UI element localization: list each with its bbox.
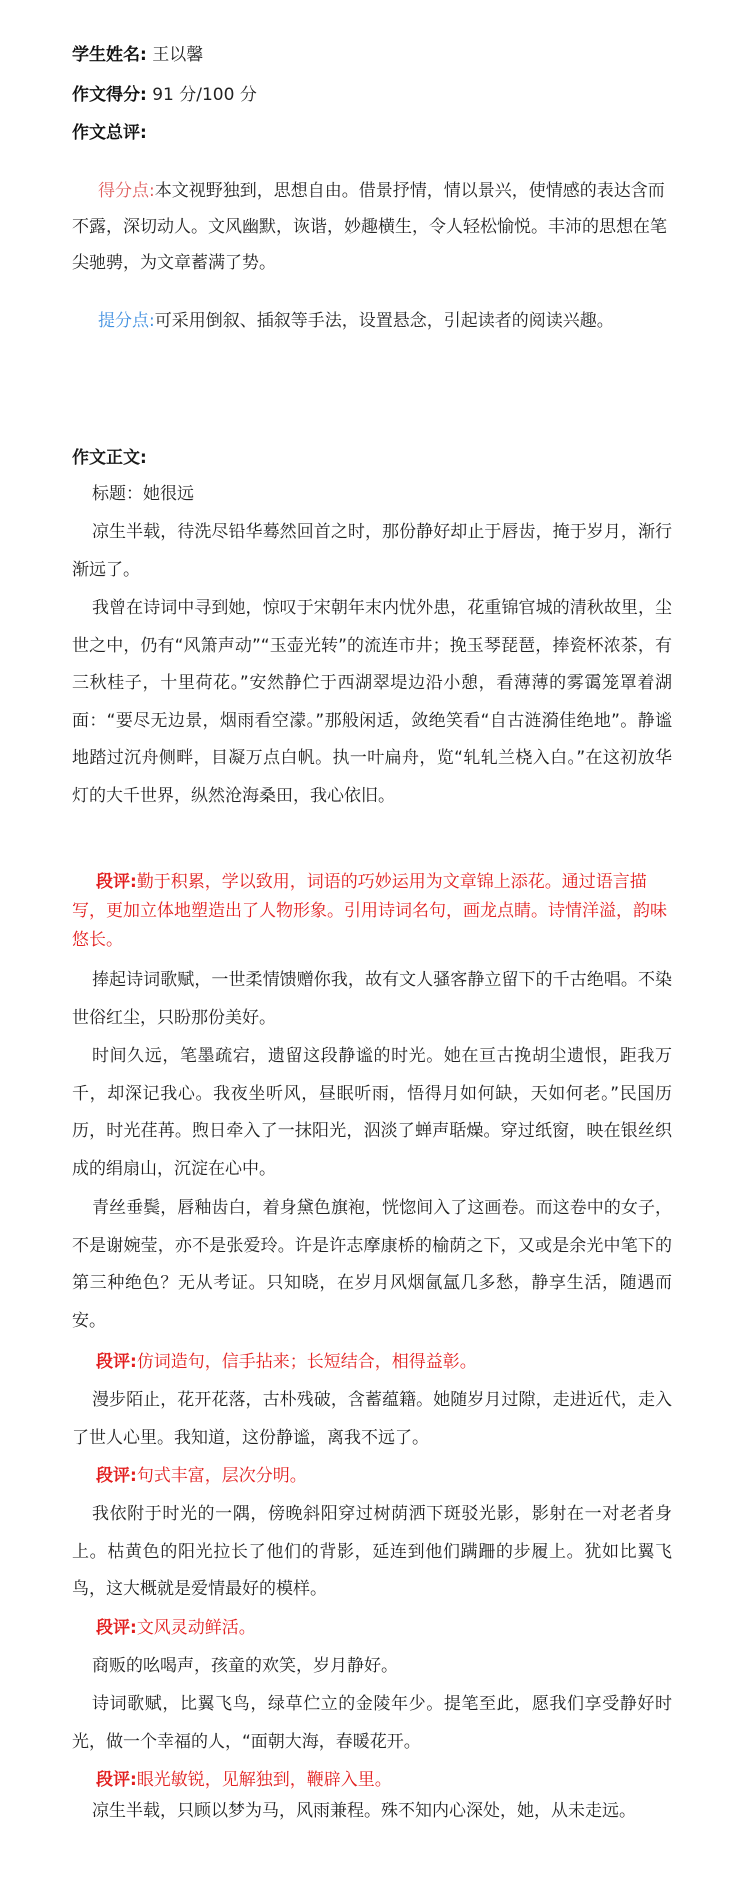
strength-review bbox=[72, 173, 672, 281]
comment-label: 段评: bbox=[96, 1618, 137, 1638]
score-label: 作文得分: bbox=[72, 85, 147, 105]
strength-label: 得分点: bbox=[98, 181, 155, 201]
improvement-review bbox=[72, 303, 672, 339]
essay-title-line: 标题：她很远 bbox=[92, 484, 194, 504]
paragraph-comment bbox=[72, 1614, 672, 1643]
essay-paragraph: 我依附于时光的一隅，傍晚斜阳穿过树荫洒下斑驳光影，影射在一对老者身上。枯黄色的阳光拉长了他们的背影，延连到他们蹒跚的步履上。犹如比翼飞鸟，这大概就是爱情最好的模样。 bbox=[72, 1504, 672, 1599]
improvement-label: 提分点: bbox=[98, 311, 155, 331]
comment-text: 仿词造句，信手拈来；长短结合，相得益彰。 bbox=[136, 1352, 477, 1372]
paragraph-comment bbox=[72, 868, 672, 955]
essay-paragraph: 凉生半载，待洗尽铅华蓦然回首之时，那份静好却止于唇齿，掩于岁月，渐行渐远了。 bbox=[72, 522, 672, 580]
comment-text: 句式丰富，层次分明。 bbox=[136, 1466, 307, 1486]
essay-paragraph: 商贩的吆喝声，孩童的欢笑，岁月静好。 bbox=[92, 1656, 398, 1676]
essay-paragraph: 青丝垂鬓，唇釉齿白，着身黛色旗袍，恍惚间入了这画卷。而这卷中的女子，不是谢婉莹，亦不是张爱玲。许是许志摩康桥的榆荫之下，又或是余光中笔下的第三种绝色？无从考证。只知晓，在岁月风烟氤氲几多愁，静享生活，随遇而安。 bbox=[72, 1198, 672, 1331]
essay-paragraph: 漫步陌止，花开花落，古朴残破，含蓄蕴籍。她随岁月过隙，走进近代，走入了世人心里。我知道，这份静谧，离我不远了。 bbox=[72, 1390, 672, 1448]
paragraph-comment bbox=[72, 1462, 672, 1491]
paragraph-comment bbox=[72, 1766, 672, 1795]
overall-review-label: 作文总评: bbox=[72, 123, 147, 143]
comment-label: 段评: bbox=[96, 1352, 137, 1372]
strength-text: 本文视野独到，思想自由。借景抒情，情以景兴，使情感的表达含而不露，深切动人。文风幽默，诙谐，妙趣横生，令人轻松愉悦。丰沛的思想在笔尖驰骋，为文章蓄满了势。 bbox=[72, 181, 667, 273]
comment-text: 文风灵动鲜活。 bbox=[136, 1618, 256, 1638]
essay-paragraph: 时间久远，笔墨疏宕，遗留这段静谧的时光。她在亘古挽胡尘遗恨，距我万千，却深记我心。我夜坐听风，昼眠听雨，悟得月如何缺，天如何老。”民国历历，时光荏苒。煦日牵入了一抹阳光，泅淡了蝉声聒燥。穿过纸窗，映在银丝织成的绢扇山，沉淀在心中。 bbox=[72, 1046, 672, 1179]
comment-label: 段评: bbox=[96, 1466, 137, 1486]
comment-text: 眼光敏锐，见解独到，鞭辟入里。 bbox=[136, 1770, 392, 1790]
student-name-line bbox=[72, 44, 203, 66]
student-name-label: 学生姓名: bbox=[72, 45, 147, 65]
score-value: 91 分/100 分 bbox=[152, 85, 257, 105]
comment-label: 段评: bbox=[96, 872, 137, 892]
improvement-text: 可采用倒叙、插叙等手法，设置悬念，引起读者的阅读兴趣。 bbox=[154, 311, 614, 331]
essay-paragraph: 我曾在诗词中寻到她，惊叹于宋朝年末内忧外患，花重锦官城的清秋故里，尘世之中，仍有“风箫声动”“玉壶光转”的流连市井；挽玉琴琵琶，捧瓷杯浓茶，有三秋桂子，十里荷花。”安然静伫于西湖翠堤边沿小憩，看薄薄的雾霭笼罩着湖面：“要尽无边景，烟雨看空濛。”那般闲适，敛绝笑看“自古涟漪佳绝地”。静谧地踏过沉舟侧畔，目凝万点白帆。执一叶扁舟，览“轧轧兰桡入白。”在这初放华灯的大千世界，纵然沧海桑田，我心依旧。 bbox=[72, 598, 672, 806]
essay-paragraph: 凉生半载，只顾以梦为马，风雨兼程。殊不知内心深处，她，从未走远。 bbox=[92, 1801, 636, 1821]
paragraph-comment bbox=[72, 1348, 672, 1377]
overall-review-line bbox=[72, 122, 147, 144]
comment-text: 勤于积累，学以致用，词语的巧妙运用为文章锦上添花。通过语言描写，更加立体地塑造出了人物形象。引用诗词名句，画龙点睛。诗情洋溢，韵味悠长。 bbox=[72, 872, 667, 950]
essay-paragraph: 捧起诗词歌赋，一世柔情馈赠你我，故有文人骚客静立留下的千古绝唱。不染世俗红尘，只盼那份美好。 bbox=[72, 970, 672, 1028]
essay-section-title: 作文正文: bbox=[72, 448, 147, 468]
essay-paragraph: 诗词歌赋，比翼飞鸟，绿草伫立的金陵年少。提笔至此，愿我们享受静好时光，做一个幸福的人，“面朝大海，春暖花开。 bbox=[72, 1694, 672, 1752]
comment-label: 段评: bbox=[96, 1770, 137, 1790]
student-name-value: 王以馨 bbox=[152, 45, 204, 65]
score-line bbox=[72, 84, 257, 106]
